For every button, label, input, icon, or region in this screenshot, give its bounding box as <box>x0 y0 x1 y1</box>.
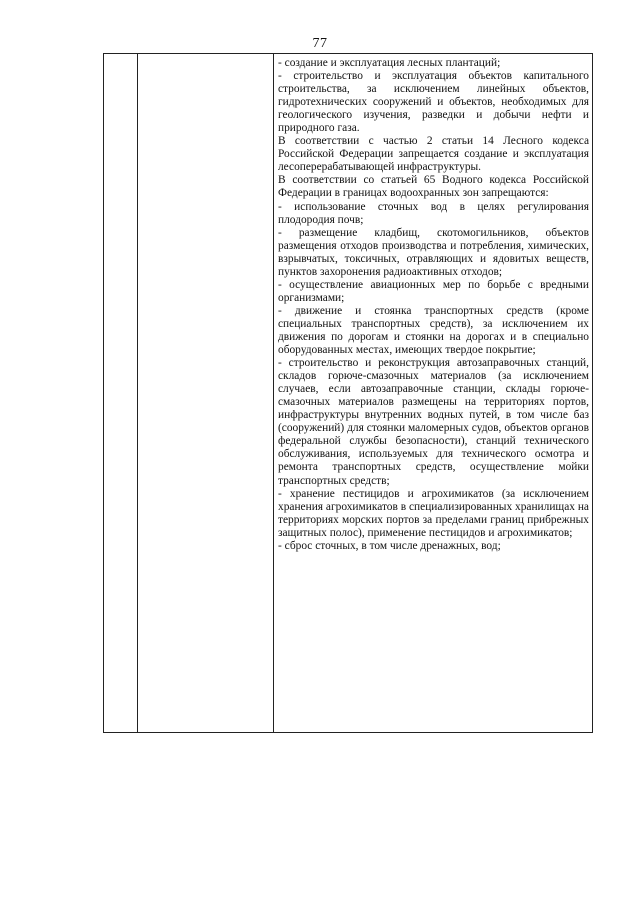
paragraph: - строительство и реконструкция автозаправочных станций, складов горюче-смазочных материалов (за исключением случаев, если автозаправочные станции, склады горюче-смазочных материалов размещены на территориях портов, инфраструктуры внутренних водных путей, в том числе баз (сооружений) для стоянки маломерных судов, объектов органов федеральной службы безопасности), станций технического обслуживания, используемых для технического осмотра и ремонта транспортных средств, осуществление мойки транспортных средств; <box>278 357 589 487</box>
paragraph: - создание и эксплуатация лесных плантаций; <box>278 57 501 69</box>
paragraph: В соответствии с частью 2 статьи 14 Лесного кодекса Российской Федерации запрещается создание и эксплуатация лесоперерабатывающей инфраструктуры. <box>278 135 589 174</box>
paragraph: В соответствии со статьей 65 Водного кодекса Российской Федерации в границах водоохранных зон запрещаются: <box>278 174 589 200</box>
paragraph: - сброс сточных, в том числе дренажных, вод; <box>278 539 501 552</box>
table-content-cell <box>278 57 589 553</box>
paragraph: - использование сточных вод в целях регулирования плодородия почв; <box>278 200 589 226</box>
document-table <box>103 53 593 733</box>
paragraph: - размещение кладбищ, скотомогильников, объектов размещения отходов производства и потребления, химических, взрывчатых, токсичных, отравляющих и ядовитых веществ, пунктов захоронения радиоактивных отходов; <box>278 226 589 278</box>
paragraph: - строительство и эксплуатация объектов капитального строительства, за исключением линейных объектов, гидротехнических сооружений и объектов, необходимых для геологического изучения, разведки и добычи нефти и природного газа. <box>278 70 589 135</box>
paragraph: - движение и стоянка транспортных средств (кроме специальных транспортных средств), за исключением их движения по дорогам и стоянки на дорогах и в специально оборудованных местах, имеющих твердое покрытие; <box>278 304 589 357</box>
page-number: 77 <box>312 36 328 51</box>
table-column-divider <box>137 54 138 732</box>
paragraph: - осуществление авиационных мер по борьбе с вредными организмами; <box>278 278 589 304</box>
paragraph: - хранение пестицидов и агрохимикатов (за исключением хранения агрохимикатов в специализированных хранилищах на территориях морских портов за пределами границ прибрежных защитных полос), применение пестицидов и агрохимикатов; <box>278 487 589 539</box>
table-column-divider <box>273 54 274 732</box>
